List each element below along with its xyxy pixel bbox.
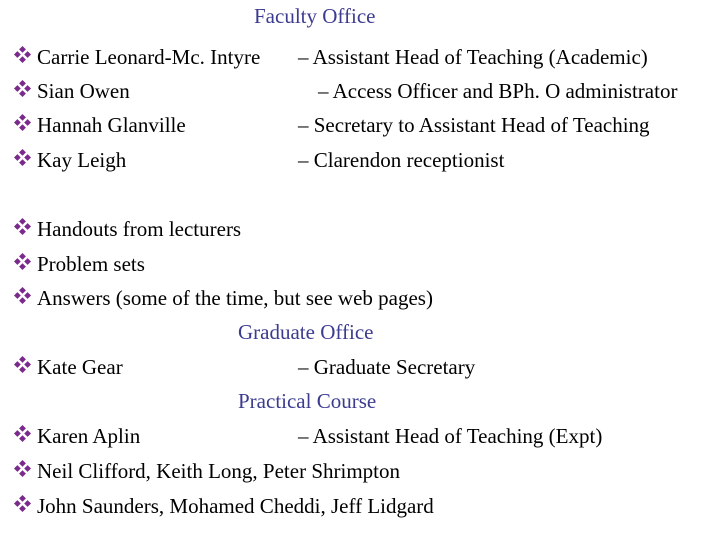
diamond-quad-bullet-icon bbox=[14, 80, 31, 97]
staff-role: – Assistant Head of Teaching (Expt) bbox=[298, 424, 603, 448]
diamond-quad-bullet-icon bbox=[14, 356, 31, 373]
staff-name: Kate Gear bbox=[37, 355, 123, 379]
diamond-quad-bullet-icon bbox=[14, 425, 31, 442]
staff-role: – Graduate Secretary bbox=[298, 355, 476, 379]
faculty-office-heading: Faculty Office bbox=[254, 4, 376, 28]
diamond-quad-bullet-icon bbox=[14, 460, 31, 477]
diamond-quad-bullet-icon bbox=[14, 495, 31, 512]
list-item-text: Handouts from lecturers bbox=[37, 217, 242, 241]
staff-name: Carrie Leonard-Mc. Intyre bbox=[37, 45, 261, 69]
demonstrator-names: Neil Clifford, Keith Long, Peter Shrimpton bbox=[37, 459, 400, 483]
staff-role: – Assistant Head of Teaching (Academic) bbox=[298, 45, 648, 69]
staff-name: Hannah Glanville bbox=[37, 113, 186, 137]
diamond-quad-bullet-icon bbox=[14, 218, 31, 235]
list-item-text: Problem sets bbox=[37, 252, 145, 276]
diamond-quad-bullet-icon bbox=[14, 114, 31, 131]
list-item-text: Answers (some of the time, but see web pages) bbox=[37, 286, 433, 310]
staff-role: – Secretary to Assistant Head of Teaching bbox=[298, 113, 650, 137]
diamond-quad-bullet-icon bbox=[14, 287, 31, 304]
demonstrator-names: John Saunders, Mohamed Cheddi, Jeff Lidgard bbox=[37, 494, 434, 518]
staff-name: Sian Owen bbox=[37, 79, 130, 103]
staff-role: – Clarendon receptionist bbox=[298, 148, 505, 172]
staff-role: – Access Officer and BPh. O administrator bbox=[318, 79, 678, 103]
practical-course-heading: Practical Course bbox=[238, 389, 377, 413]
diamond-quad-bullet-icon bbox=[14, 253, 31, 270]
staff-name: Kay Leigh bbox=[37, 148, 127, 172]
diamond-quad-bullet-icon bbox=[14, 149, 31, 166]
graduate-office-heading: Graduate Office bbox=[238, 320, 374, 344]
diamond-quad-bullet-icon bbox=[14, 46, 31, 63]
staff-name: Karen Aplin bbox=[37, 424, 141, 448]
